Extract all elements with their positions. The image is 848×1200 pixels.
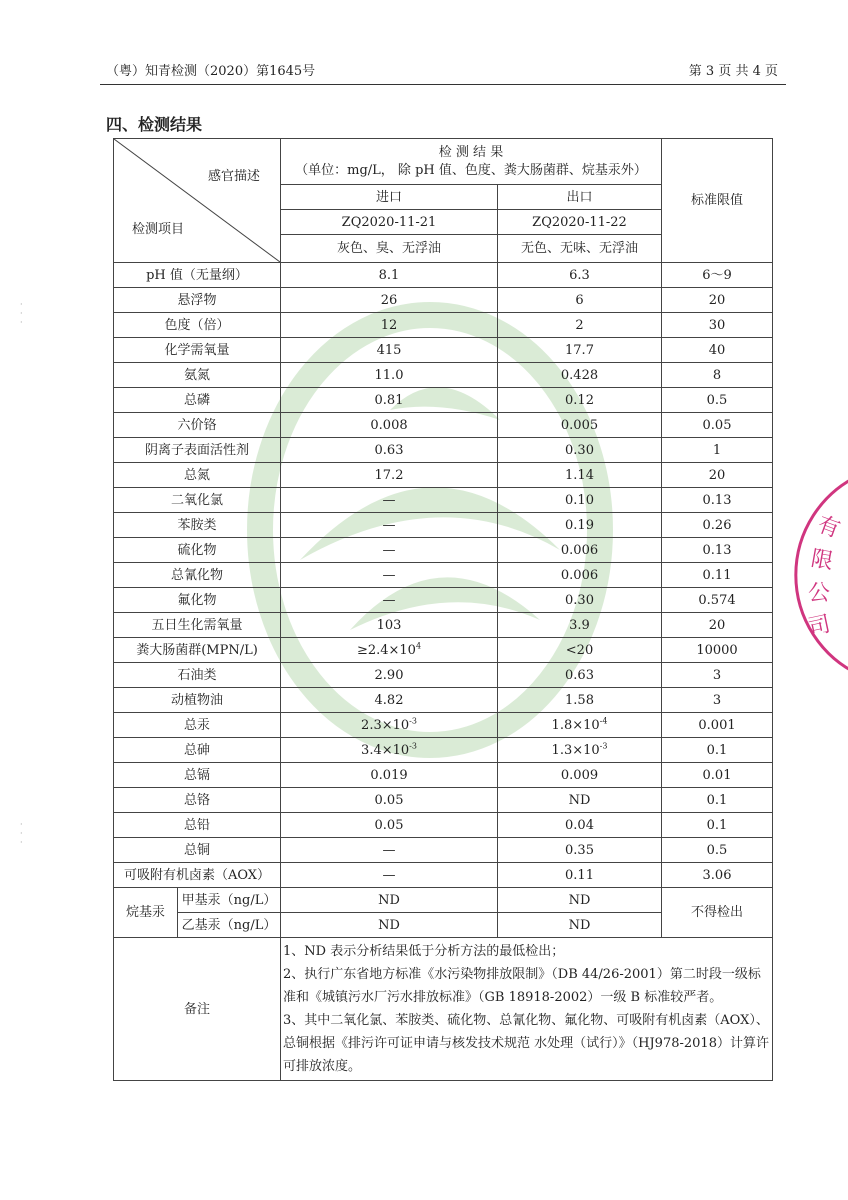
item-name-text: 阴离子表面活性剂 (144, 442, 249, 458)
outlet-value (498, 663, 662, 688)
inlet-value (281, 413, 498, 438)
table-row (114, 563, 773, 588)
limit-value (662, 638, 773, 663)
limit-value (662, 663, 773, 688)
limit-value-text: 40 (708, 342, 726, 358)
outlet-header: 出口 (498, 185, 662, 210)
item-name-text: 总氰化物 (170, 567, 223, 583)
inlet-value (281, 488, 498, 513)
inlet-value (281, 788, 498, 813)
item-name-text: 总铅 (183, 817, 210, 833)
limit-value (662, 413, 773, 438)
table-row (114, 388, 773, 413)
corner-label-item: 检测项目 (132, 222, 185, 237)
alkyl-item: 甲基汞（ng/L） (178, 888, 281, 913)
item-name (114, 713, 281, 738)
outlet-value (498, 638, 662, 663)
table-row (114, 613, 773, 638)
limit-value (662, 263, 773, 288)
outlet-value-exponent: -4 (599, 716, 608, 726)
table-row (114, 463, 773, 488)
company-seal-stamp (790, 470, 848, 680)
item-name (114, 588, 281, 613)
item-name (114, 863, 281, 888)
item-name-text: 总汞 (183, 717, 210, 733)
limit-value-text: 10000 (696, 642, 738, 658)
table-row (114, 488, 773, 513)
limit-value (662, 313, 773, 338)
item-name-text: 总氮 (183, 467, 210, 483)
limit-value-text: 0.5 (706, 392, 728, 408)
item-name (114, 813, 281, 838)
scan-margin-mark: · · · (20, 820, 23, 847)
item-name (114, 738, 281, 763)
outlet-value (498, 288, 662, 313)
item-name-text: 总铜 (183, 842, 210, 858)
item-name (114, 263, 281, 288)
item-name (114, 288, 281, 313)
limit-value (662, 563, 773, 588)
outlet-value (498, 438, 662, 463)
limit-value-text: 20 (708, 292, 726, 308)
outlet-value-text: 0.005 (560, 417, 599, 433)
item-name (114, 513, 281, 538)
limit-value-text: 8 (712, 367, 722, 383)
inlet-value (281, 813, 498, 838)
limit-value (662, 363, 773, 388)
outlet-value-text: 0.30 (565, 442, 594, 458)
inlet-value-text: 103 (376, 617, 402, 633)
remark-label: 备注 (114, 938, 281, 1081)
inlet-value-exponent: 4 (415, 641, 422, 651)
units-note: （单位：mg/L， 除 pH 值、色度、粪大肠菌群、烷基汞外） (295, 162, 647, 178)
inlet-value (281, 363, 498, 388)
inlet-value (281, 663, 498, 688)
inlet-value-text: 26 (380, 292, 398, 308)
item-name (114, 763, 281, 788)
inlet-value (281, 538, 498, 563)
inlet-value-text: 17.2 (374, 467, 404, 483)
outlet-value (498, 388, 662, 413)
item-name-text: 总磷 (183, 392, 210, 408)
table-row (114, 313, 773, 338)
item-name-text: 化学需氧量 (164, 342, 230, 358)
inlet-value-text: — (382, 592, 396, 608)
outlet-value-text: 2 (575, 317, 584, 333)
limit-value (662, 388, 773, 413)
outlet-value-text: ND (568, 792, 591, 808)
item-name (114, 413, 281, 438)
corner-label-sensory: 感官描述 (207, 169, 260, 184)
limit-value-text: 0.13 (702, 492, 732, 508)
item-name-text: pH 值（无量纲） (146, 267, 248, 283)
limit-value-text: 1 (712, 442, 722, 458)
inlet-value (281, 763, 498, 788)
inlet-value-text: 2.3×10 (361, 717, 410, 733)
item-name-text: 动植物油 (170, 692, 223, 708)
outlet-value (498, 688, 662, 713)
outlet-value-text: 0.428 (560, 367, 599, 383)
limit-value (662, 613, 773, 638)
outlet-value (498, 588, 662, 613)
item-name (114, 313, 281, 338)
inlet-value-text: 0.81 (374, 392, 404, 408)
item-name-text: 可吸附有机卤素（AOX） (123, 867, 271, 883)
inlet-value-exponent: -3 (409, 741, 417, 751)
outlet-value-text: 0.006 (560, 567, 599, 583)
remark-line: 1、ND 表示分析结果低于分析方法的最低检出； (283, 944, 565, 959)
item-name (114, 688, 281, 713)
limit-value (662, 713, 773, 738)
limit-value-text: 6～9 (702, 267, 732, 283)
outlet-value-text: 1.58 (565, 692, 594, 708)
table-row (114, 788, 773, 813)
inlet-value (281, 263, 498, 288)
standard-header: 标准限值 (662, 139, 773, 263)
item-name (114, 638, 281, 663)
limit-value-text: 20 (708, 617, 726, 633)
limit-value-text: 20 (708, 467, 726, 483)
inlet-value (281, 563, 498, 588)
outlet-value-text: 0.19 (565, 517, 594, 533)
inlet-value-text: — (382, 842, 396, 858)
inlet-value (281, 513, 498, 538)
item-name (114, 563, 281, 588)
table-row (114, 288, 773, 313)
scan-margin-mark: · · · (20, 300, 23, 327)
limit-value-text: 0.1 (706, 742, 728, 758)
outlet-value (498, 513, 662, 538)
outlet-value-text: 0.35 (565, 842, 594, 858)
table-row (114, 263, 773, 288)
item-name-text: 五日生化需氧量 (151, 617, 243, 633)
document-number: （粤）知青检测（2020）第1645号 (106, 64, 316, 79)
results-table (113, 138, 773, 1081)
table-row (114, 638, 773, 663)
table-row (114, 863, 773, 888)
alkyl-inlet: ND (281, 913, 498, 938)
inlet-value-text: 3.4×10 (361, 742, 410, 758)
outlet-value-text: 0.63 (565, 667, 594, 683)
limit-value-text: 3 (712, 667, 722, 683)
outlet-value-text: 1.14 (565, 467, 594, 483)
outlet-value (498, 463, 662, 488)
outlet-value (498, 563, 662, 588)
table-row (114, 763, 773, 788)
outlet-value (498, 813, 662, 838)
table-row (114, 513, 773, 538)
item-name-text: 二氧化氯 (170, 492, 223, 508)
remark-text (281, 938, 773, 1081)
outlet-value-text: 0.006 (560, 542, 599, 558)
outlet-value-text: <20 (565, 642, 594, 658)
alkyl-outlet: ND (498, 913, 662, 938)
item-name (114, 388, 281, 413)
page-indicator: 第 3 页 共 4 页 (688, 64, 778, 79)
outlet-value-text: 6.3 (569, 267, 590, 283)
limit-value (662, 488, 773, 513)
table-row (114, 813, 773, 838)
outlet-value-text: 0.11 (565, 867, 594, 883)
inlet-value (281, 713, 498, 738)
inlet-value-text: 4.82 (374, 692, 404, 708)
outlet-value (498, 738, 662, 763)
inlet-value (281, 838, 498, 863)
svg-text:有: 有 (813, 512, 844, 544)
inlet-value-text: — (382, 567, 396, 583)
limit-value-text: 3 (712, 692, 722, 708)
outlet-value (498, 313, 662, 338)
table-row (114, 713, 773, 738)
item-name (114, 538, 281, 563)
limit-value-text: 0.1 (706, 792, 728, 808)
item-name (114, 438, 281, 463)
inlet-value-text: ≥2.4×10 (356, 642, 416, 658)
item-name (114, 488, 281, 513)
limit-value (662, 763, 773, 788)
inlet-value-text: — (382, 492, 396, 508)
limit-value (662, 463, 773, 488)
outlet-value (498, 863, 662, 888)
item-name-text: 氟化物 (177, 592, 217, 608)
outlet-value-text: 0.04 (565, 817, 594, 833)
item-name-text: 总镉 (183, 767, 210, 783)
outlet-value-text: 0.30 (565, 592, 594, 608)
inlet-value-text: 0.008 (370, 417, 408, 433)
table-row (114, 688, 773, 713)
alkyl-item: 乙基汞（ng/L） (178, 913, 281, 938)
limit-value (662, 863, 773, 888)
outlet-value (498, 788, 662, 813)
inlet-value-text: 0.05 (374, 792, 404, 808)
inlet-sample-id: ZQ2020-11-21 (281, 210, 498, 235)
outlet-value-text: 17.7 (565, 342, 594, 358)
item-name (114, 613, 281, 638)
svg-text:公: 公 (808, 581, 831, 606)
outlet-value (498, 713, 662, 738)
inlet-value-text: 0.05 (374, 817, 404, 833)
inlet-value-text: 12 (380, 317, 398, 333)
inlet-value (281, 688, 498, 713)
results-title: 检 测 结 果 (438, 144, 504, 160)
inlet-value (281, 863, 498, 888)
outlet-value-exponent: -3 (599, 741, 608, 751)
limit-value-text: 0.13 (702, 542, 732, 558)
outlet-value (498, 263, 662, 288)
outlet-value-text: 0.10 (565, 492, 594, 508)
alkyl-mercury-group: 烷基汞 (114, 888, 178, 938)
inlet-value (281, 588, 498, 613)
inlet-description: 灰色、臭、无浮油 (281, 235, 498, 263)
alkyl-limit: 不得检出 (662, 888, 773, 938)
diagonal-line (114, 139, 280, 262)
outlet-value (498, 413, 662, 438)
table-row (114, 663, 773, 688)
outlet-value-text: 1.8×10 (551, 717, 600, 733)
outlet-value-text: 0.009 (560, 767, 599, 783)
alkyl-inlet: ND (281, 888, 498, 913)
table-row (114, 363, 773, 388)
limit-value (662, 738, 773, 763)
item-name-text: 硫化物 (177, 542, 217, 558)
limit-value-text: 3.06 (702, 867, 732, 883)
limit-value (662, 338, 773, 363)
remark-line: 3、其中二氧化氯、苯胺类、硫化物、总氰化物、氟化物、可吸附有机卤素（AOX）、总铜根据《排污许可证申请与核发技术规范 水处理（试行）》（HJ978-2018）计算许可排放浓度。 (283, 1013, 769, 1074)
item-name-text: 粪大肠菌群(MPN/L) (136, 642, 258, 658)
limit-value-text: 30 (708, 317, 726, 333)
inlet-value (281, 463, 498, 488)
table-row (114, 538, 773, 563)
inlet-value (281, 313, 498, 338)
limit-value-text: 0.5 (706, 842, 728, 858)
table-row (114, 738, 773, 763)
inlet-value-exponent: -3 (409, 716, 417, 726)
inlet-value (281, 613, 498, 638)
limit-value (662, 538, 773, 563)
item-name-text: 六价铬 (177, 417, 217, 433)
limit-value-text: 0.001 (698, 717, 736, 733)
limit-value-text: 0.26 (702, 517, 732, 533)
table-row (114, 413, 773, 438)
table-row (114, 588, 773, 613)
limit-value (662, 813, 773, 838)
inlet-value-text: — (382, 517, 396, 533)
svg-text:限: 限 (808, 546, 835, 575)
limit-value-text: 0.1 (706, 817, 728, 833)
outlet-value-text: 3.9 (569, 617, 590, 633)
outlet-value (498, 763, 662, 788)
alkyl-outlet: ND (498, 888, 662, 913)
limit-value (662, 513, 773, 538)
limit-value-text: 0.01 (702, 767, 732, 783)
item-name (114, 663, 281, 688)
outlet-value (498, 613, 662, 638)
inlet-value (281, 388, 498, 413)
limit-value (662, 438, 773, 463)
inlet-value (281, 638, 498, 663)
outlet-value-text: 1.3×10 (551, 742, 600, 758)
inlet-value (281, 288, 498, 313)
item-name-text: 总砷 (183, 742, 210, 758)
inlet-value-text: 11.0 (374, 367, 404, 383)
limit-value (662, 588, 773, 613)
item-name (114, 838, 281, 863)
outlet-value (498, 363, 662, 388)
item-name (114, 338, 281, 363)
item-name-text: 石油类 (177, 667, 217, 683)
outlet-value (498, 338, 662, 363)
outlet-value-text: 6 (575, 292, 584, 308)
section-title: 四、检测结果 (106, 115, 203, 134)
item-name-text: 氨氮 (183, 367, 210, 383)
outlet-value (498, 838, 662, 863)
inlet-value (281, 338, 498, 363)
limit-value (662, 788, 773, 813)
item-name-text: 色度（倍） (164, 317, 230, 333)
item-name-text: 总铬 (183, 792, 210, 808)
inlet-value-text: 0.63 (374, 442, 404, 458)
table-row (114, 438, 773, 463)
inlet-header: 进口 (281, 185, 498, 210)
limit-value-text: 0.11 (702, 567, 732, 583)
limit-value-text: 0.574 (698, 592, 736, 608)
item-name (114, 463, 281, 488)
limit-value (662, 688, 773, 713)
outlet-description: 无色、无味、无浮油 (498, 235, 662, 263)
svg-text:司: 司 (806, 611, 833, 641)
inlet-value-text: 0.019 (370, 767, 408, 783)
inlet-value-text: 2.90 (374, 667, 404, 683)
inlet-value-text: 8.1 (378, 267, 400, 283)
inlet-value-text: — (382, 867, 396, 883)
item-name (114, 363, 281, 388)
header-rule (100, 84, 786, 85)
outlet-value (498, 538, 662, 563)
outlet-value (498, 488, 662, 513)
item-name-text: 苯胺类 (177, 517, 217, 533)
inlet-value-text: 415 (376, 342, 402, 358)
inlet-value (281, 438, 498, 463)
table-corner-cell (114, 139, 281, 263)
limit-value (662, 838, 773, 863)
limit-value (662, 288, 773, 313)
remark-line: 2、执行广东省地方标准《水污染物排放限制》（DB 44/26-2001）第二时段一级标准和《城镇污水厂污水排放标准》（GB 18918-2002）一级 B 标准较严者。 (283, 967, 761, 1005)
results-title-cell (281, 139, 662, 185)
item-name-text: 悬浮物 (177, 292, 217, 308)
outlet-value-text: 0.12 (565, 392, 594, 408)
inlet-value (281, 738, 498, 763)
table-row (114, 338, 773, 363)
outlet-sample-id: ZQ2020-11-22 (498, 210, 662, 235)
results-rows (114, 263, 773, 888)
table-row (114, 838, 773, 863)
inlet-value-text: — (382, 542, 396, 558)
item-name (114, 788, 281, 813)
limit-value-text: 0.05 (702, 417, 732, 433)
